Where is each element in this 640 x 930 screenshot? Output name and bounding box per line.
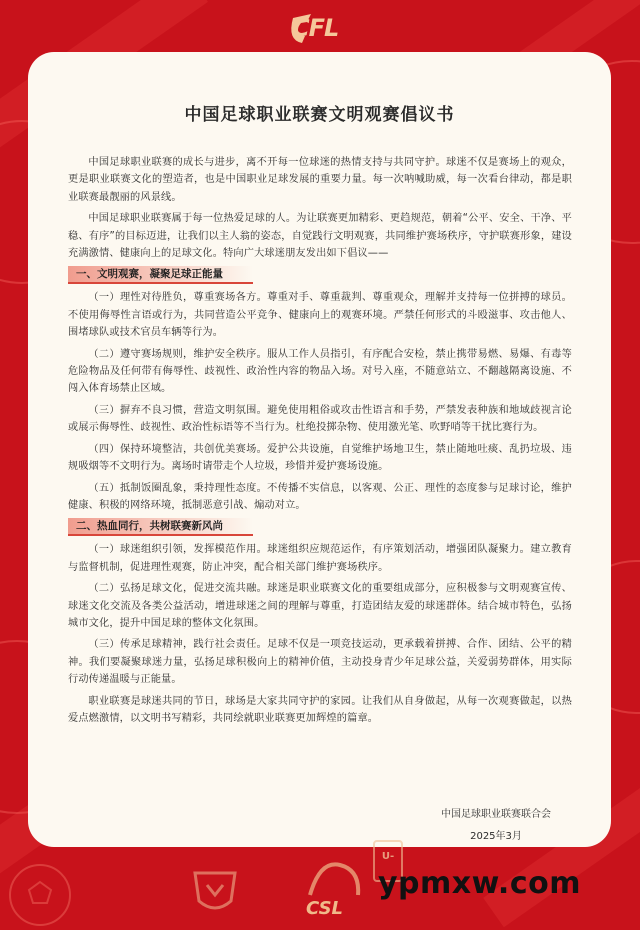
section-heading: 二、热血同行，共树联赛新风尚 xyxy=(68,518,253,536)
csl-logo-text: CSL xyxy=(306,898,344,919)
intro-paragraph: 中国足球职业联赛的成长与进步，离不开每一位球迷的热情支持与共同守护。球迷不仅是赛场上的观众，更是职业联赛文化的塑造者，也是中国职业足球发展的重要力量。每一次呐喊助威，每一次看台律动，都是职业联赛最靓丽的风景线。 xyxy=(68,157,572,203)
closing-paragraph: 职业联赛是球迷共同的节日，球场是大家共同守护的家园。让我们从自身做起，从每一次观赛做起，以热爱点燃激情，以文明书写精彩，共同绘就职业联赛更加辉煌的篇章。 xyxy=(68,695,572,724)
section-heading: 一、文明观赛，凝聚足球正能量 xyxy=(68,266,253,284)
signature-date: 2025年3月 xyxy=(470,831,522,842)
document-card xyxy=(28,52,611,847)
document-body xyxy=(68,154,572,731)
section-item: （一）球迷组织引领，发挥模范作用。球迷组织应规范运作，有序策划活动，增强团队凝聚力。建立教育与监督机制，促进理性观赛，防止冲突，配合相关部门维护赛场秩序。 xyxy=(68,544,572,573)
document-title: 中国足球职业联赛文明观赛倡议书 xyxy=(184,105,455,125)
section-item: （一）理性对待胜负，尊重赛场各方。尊重对手、尊重裁判、尊重观众，理解并支持每一位拼搏的球员。不使用侮辱性言语或行为，共同营造公平竞争、健康向上的观赛环境。严禁任何形式的斗殴滋事、攻击他人、围堵球队或技术官员车辆等行为。 xyxy=(68,292,572,339)
signature-org: 中国足球职业联赛联合会 xyxy=(441,809,551,820)
u-badge: U- xyxy=(373,840,403,882)
trophy-icon xyxy=(185,865,245,925)
section-item: （二）遵守赛场规则，维护安全秩序。服从工作人员指引，有序配合安检，禁止携带易燃、易爆、有毒等危险物品及任何带有侮辱性、歧视性、政治性内容的物品入场。对号入座，不随意站立、不翻越隔离设施、不闯入体育场禁止区域。 xyxy=(68,348,572,395)
intro-paragraph: 中国足球职业联赛属于每一位热爱足球的人。为让联赛更加精彩、更趋规范，朝着“公平、安全、干净、平稳、有序”的目标迈进，让我们以主人翁的姿态，自觉践行文明观赛，共同维护赛场秩序，守护联赛形象，建设充满激情、健康向上的足球文化。特向广大球迷朋友发出如下倡议—— xyxy=(68,213,572,260)
section-item: （二）弘扬足球文化，促进交流共融。球迷是职业联赛文化的重要组成部分，应积极参与文明观赛宣传、球迷文化交流及各类公益活动，增进球迷之间的理解与尊重，打造团结友爱的球迷群体。结合城市特色，弘扬城市文化，提升中国足球的整体文化氛围。 xyxy=(68,583,572,629)
signature-block xyxy=(441,804,551,848)
section-item: （三）摒弃不良习惯，营造文明氛围。避免使用粗俗或攻击性语言和手势，严禁发表种族和地域歧视言论或展示侮辱性、歧视性、政治性标语等不当行为。杜绝投掷杂物、使用激光笔、吹野哨等干扰比赛行为。 xyxy=(68,404,572,434)
cfl-logo-text: CFL xyxy=(292,14,339,42)
watermark-text: ypmxw.com xyxy=(378,866,581,901)
section-item: （五）抵制饭圈乱象，秉持理性态度。不传播不实信息，以客观、公正、理性的态度参与足球讨论，维护健康、积极的网络环境，抵制恶意引战、煽动对立。 xyxy=(68,482,572,511)
section-item: （四）保持环境整洁，共创优美赛场。爱护公共设施，自觉维护场地卫生，禁止随地吐痰、乱扔垃圾、违规吸烟等不文明行为。离场时请带走个人垃圾，珍惜并爱护赛场设施。 xyxy=(68,443,572,473)
football-icon xyxy=(5,860,75,930)
section-item: （三）传承足球精神，践行社会责任。足球不仅是一项竞技运动，更承载着拼搏、合作、团结、公平的精神。我们要凝聚球迷力量，弘扬足球积极向上的精神价值，主动投身青少年足球公益，关爱弱势群体，用实际行动传递温暖与正能量。 xyxy=(68,639,572,686)
